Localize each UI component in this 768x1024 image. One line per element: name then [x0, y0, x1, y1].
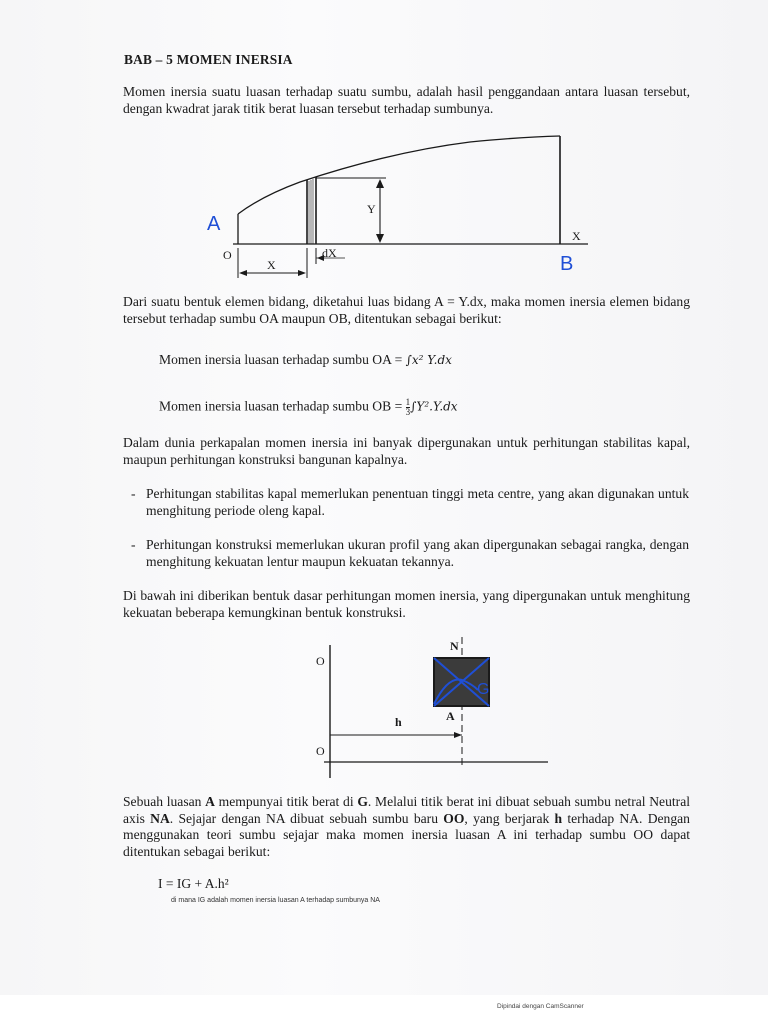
text-run: . Sejajar dengan NA dibuat sebuah sumbu baru — [169, 810, 444, 826]
label-h: h — [395, 715, 402, 729]
label-o: O — [223, 248, 232, 262]
text-run: . Melalui titik berat ini dibuat sebuah sumbu netral Neutral axis — [123, 794, 691, 826]
formula-oa-label: Momen inersia luasan terhadap sumbu OA = — [159, 352, 406, 367]
label-o-top: O — [316, 654, 325, 668]
paragraph-basic-forms: Di bawah ini diberikan bentuk dasar perhitungan momen inersia, yang dipergunakan untuk menghitung kekuatan beberapa kemungkinan bentuk konstruksi. — [123, 588, 690, 620]
paragraph-shipbuilding: Dalam dunia perkapalan momen inersia ini banyak dipergunakan untuk perhitungan stabilitas kapal, maupun perhitungan konstruksi bangunan kapalnya. — [123, 435, 690, 467]
text-run: terhadap NA. Dengan menggunakan teori sumbu sejajar maka momen inersia luasan A ini terhadap sumbu OO dapat ditentukan sebagai berikut: — [123, 810, 690, 859]
equation-parallel-axis: I = IG + A.h² — [158, 876, 229, 891]
bullet-item: - Perhitungan stabilitas kapal memerlukan penentuan tinggi meta centre, yang akan digunakan untuk menghitung periode oleng kapal. — [131, 486, 689, 518]
label-y: Y — [367, 202, 376, 216]
text-run: mempunyai titik berat di — [214, 794, 358, 809]
formula-ob-expression: ∫Y².Y.dx — [410, 399, 458, 414]
bold-term: NA — [150, 810, 170, 826]
chapter-title: BAB – 5 MOMEN INERSIA — [124, 52, 293, 67]
intro-paragraph: Momen inersia suatu luasan terhadap suatu sumbu, adalah hasil penggandaan antara luasan tersebut, dengan kwadrat jarak titik berat luasan tersebut terhadap sumbunya. — [123, 84, 690, 116]
label-n: N — [450, 639, 459, 653]
label-x-distance: X — [267, 258, 276, 272]
handwritten-g: G — [477, 681, 490, 698]
bold-term: G — [357, 794, 368, 809]
label-o-bottom: O — [316, 744, 325, 758]
bold-term: A — [205, 794, 215, 809]
text-run: Sebuah luasan — [123, 794, 206, 809]
bold-term: OO — [443, 810, 465, 826]
text-run: , yang berjarak — [464, 810, 555, 826]
handwritten-a: A — [207, 213, 221, 235]
equation-note: di mana IG adalah momen inersia luasan A terhadap sumbunya NA — [171, 897, 380, 904]
camscanner-footer: Dipindai dengan CamScanner — [497, 1003, 584, 1010]
paragraph-element-area: Dari suatu bentuk elemen bidang, diketahui luas bidang A = Y.dx, maka momen inersia elemen bidang tersebut terhadap sumbu OA maupun OB, ditentukan sebagai berikut: — [123, 294, 690, 326]
paragraph-parallel-axis — [123, 794, 690, 860]
handwritten-b: B — [560, 253, 574, 275]
bold-term: h — [554, 810, 563, 826]
formula-ob-label: Momen inersia luasan terhadap sumbu OB = — [159, 398, 406, 414]
label-a: A — [446, 709, 455, 723]
fraction-one-third: $\frac{1}{3}$ — [405, 397, 411, 417]
formula-oa-expression: ∫x² Y.dx — [405, 353, 452, 367]
label-x-axis: X — [572, 229, 581, 243]
bullet-item: - Perhitungan konstruksi memerlukan ukuran profil yang akan dipergunakan sebagai rangka, dengan menghitung kekuatan lentur maupun kekuatan tekannya. — [131, 537, 689, 569]
label-dx: dX — [322, 246, 337, 260]
